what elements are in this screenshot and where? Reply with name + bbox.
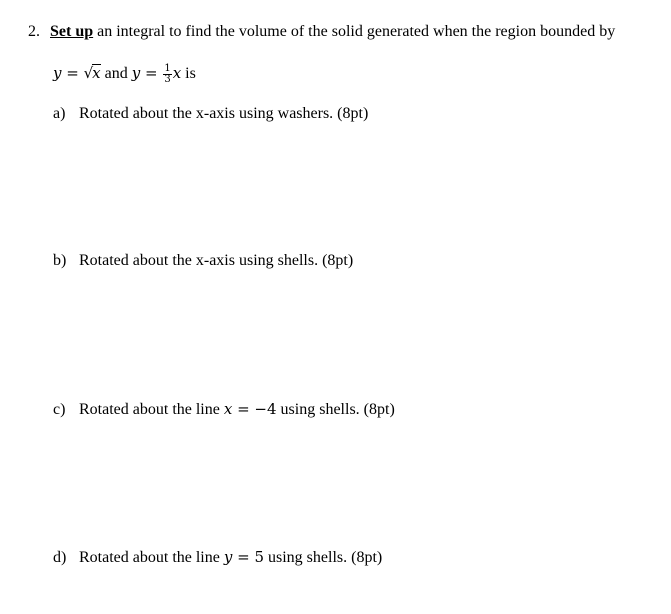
part-b-text: Rotated about the x-axis using shells. (8pt) [79, 252, 354, 269]
part-d-math-rest: = 5 [232, 548, 264, 566]
part-a [53, 104, 368, 124]
eq2-variable: x [172, 64, 182, 82]
part-c-math-rest: = −4 [232, 400, 277, 418]
radical-sign-icon: √ [83, 64, 94, 82]
fraction-denominator: 3 [164, 73, 171, 85]
setup-emphasis: Set up [50, 23, 94, 40]
region-equations [53, 63, 196, 85]
part-c-math-var: x [223, 400, 233, 418]
question-heading [28, 22, 615, 42]
part-c-text-post: using shells. (8pt) [276, 401, 395, 418]
question-lead-text: an integral to find the volume of the solid generated when the region bounded by [93, 23, 616, 40]
part-b [53, 251, 353, 271]
fraction-one-third [163, 64, 171, 85]
and-word: and [100, 65, 132, 82]
part-c-text-pre: Rotated about the line [79, 401, 224, 418]
eq2-equals: = [140, 64, 163, 82]
part-c-label: c) [53, 401, 66, 418]
part-d-text-pre: Rotated about the line [79, 549, 224, 566]
part-d-label: d) [53, 549, 67, 566]
eq1-equals: = [61, 64, 84, 82]
part-d-math-var: y [223, 548, 233, 566]
eq2-lhs: y [131, 64, 141, 82]
sqrt-radicand: x [92, 64, 101, 82]
part-c [53, 399, 395, 420]
part-a-label: a) [53, 105, 66, 122]
part-a-text: Rotated about the x-axis using washers. (8pt) [79, 105, 369, 122]
eq1-lhs: y [53, 64, 62, 82]
sqrt-expression [84, 63, 101, 84]
question-number: 2. [28, 23, 40, 40]
is-word: is [181, 65, 196, 82]
part-d [53, 547, 382, 568]
part-d-text-post: using shells. (8pt) [264, 549, 383, 566]
fraction-numerator: 1 [164, 62, 171, 74]
part-b-label: b) [53, 252, 67, 269]
